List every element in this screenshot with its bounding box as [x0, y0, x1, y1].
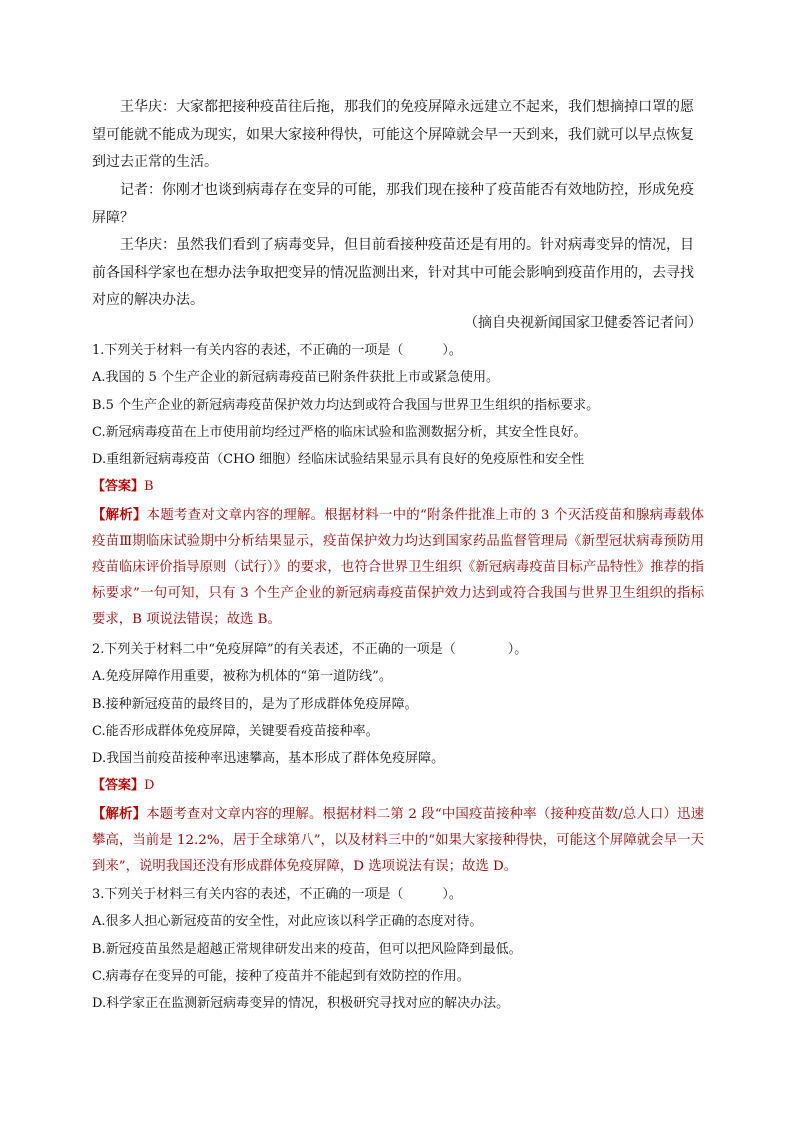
question-2-option-b: B.接种新冠疫苗的最终目的，是为了形成群体免疫屏障。	[92, 697, 418, 712]
material3-paragraph-1: 王华庆：大家都把接种疫苗往后拖，那我们的免疫屏障永远建立不起来，我们想摘掉口罩的愿望可能就不能成为现实，如果大家接种得快，可能这个屏障就会早一天到来，我们就可以早点恢复到过去正常的生活。	[92, 99, 694, 170]
analysis-text: 本题考查对文章内容的理解。根据材料二第 2 段“中国疫苗接种率（接种疫苗数/总人口）迅速攀高，当前是 12.2%，居于全球第八”，以及材料三中的“如果大家接种得快，可能这个屏障就会早一天到来”，说明我国还没有形成群体免疫屏障，D 选项说法有误；故选 D。	[92, 807, 705, 874]
question-3-option-b: B.新冠疫苗虽然是超越正常规律研发出来的疫苗，但可以把风险降到最低。	[92, 942, 522, 957]
material3-paragraph-2: 记者：你刚才也谈到病毒存在变异的可能，那我们现在接种了疫苗能否有效地防控，形成免疫屏障？	[92, 182, 694, 226]
material3-paragraph-3: 王华庆：虽然我们看到了病毒变异，但目前看接种疫苗还是有用的。针对病毒变异的情况，目前各国科学家也在想办法争取把变异的情况监测出来，针对其中可能会影响到疫苗作用的，去寻找对应的解决办法。	[92, 237, 694, 308]
question-1-option-d: D.重组新冠病毒疫苗（CHO 细胞）经临床试验结果显示具有良好的免疫原性和安全性	[92, 452, 585, 467]
question-1-option-a: A.我国的 5 个生产企业的新冠病毒疫苗已附条件获批上市或紧急使用。	[92, 370, 500, 385]
question-1-option-c: C.新冠病毒疫苗在上市使用前均经过严格的临床试验和监测数据分析，其安全性良好。	[92, 425, 587, 440]
answer-label: 【答案】	[92, 778, 145, 793]
question-1-analysis	[92, 502, 704, 633]
analysis-text: 本题考查对文章内容的理解。根据材料一中的“附条件批准上市的 3 个灭活疫苗和腺病毒载体疫苗Ⅲ期临床试验期中分析结果显示，疫苗保护效力均达到国家药品监督管理局《新型冠状病毒预防用疫苗临床评价指导原则（试行）》的要求，也符合世界卫生组织《新冠病毒疫苗目标产品特性》推荐的指标要求”一句可知，只有 3 个生产企业的新冠病毒疫苗保护效力达到或符合我国与世界卫生组织的指标要求，B 项说法错误；故选 B。	[92, 508, 704, 627]
question-1-answer	[92, 477, 707, 497]
question-1-option-b: B.5 个生产企业的新冠病毒疫苗保护效力均达到或符合我国与世界卫生组织的指标要求。	[92, 398, 600, 413]
analysis-label: 【解析】	[92, 806, 147, 822]
question-3-option-c: C.病毒存在变异的可能，接种了疫苗并不能起到有效防控的作用。	[92, 969, 470, 984]
question-2-stem: 2.下列关于材料二中“免疫屏障”的有关表述，不正确的一项是（ ）。	[92, 642, 528, 657]
question-3-stem: 3.下列关于材料三有关内容的表述，不正确的一项是（ ）。	[92, 887, 462, 902]
answer-label: 【答案】	[92, 479, 145, 494]
answer-value: D	[144, 778, 155, 793]
source-citation: （摘自央视新闻国家卫健委答记者问）	[464, 315, 702, 331]
question-2-analysis	[92, 801, 704, 880]
question-1-stem: 1.下列关于材料一有关内容的表述，不正确的一项是（ ）。	[92, 343, 462, 358]
question-2-option-c: C.能否形成群体免疫屏障，关键要看疫苗接种率。	[92, 724, 379, 739]
question-2-answer	[92, 776, 707, 796]
analysis-label: 【解析】	[92, 507, 147, 523]
question-3-option-a: A.很多人担心新冠疫苗的安全性，对此应该以科学正确的态度对待。	[92, 914, 483, 929]
answer-value: B	[144, 479, 154, 494]
question-3-option-d: D.科学家正在监测新冠病毒变异的情况，积极研究寻找对应的解决办法。	[92, 996, 510, 1011]
question-2-option-a: A.免疫屏障作用重要，被称为机体的“第一道防线”。	[92, 669, 392, 684]
question-2-option-d: D.我国当前疫苗接种率迅速攀高，基本形成了群体免疫屏障。	[92, 751, 445, 766]
